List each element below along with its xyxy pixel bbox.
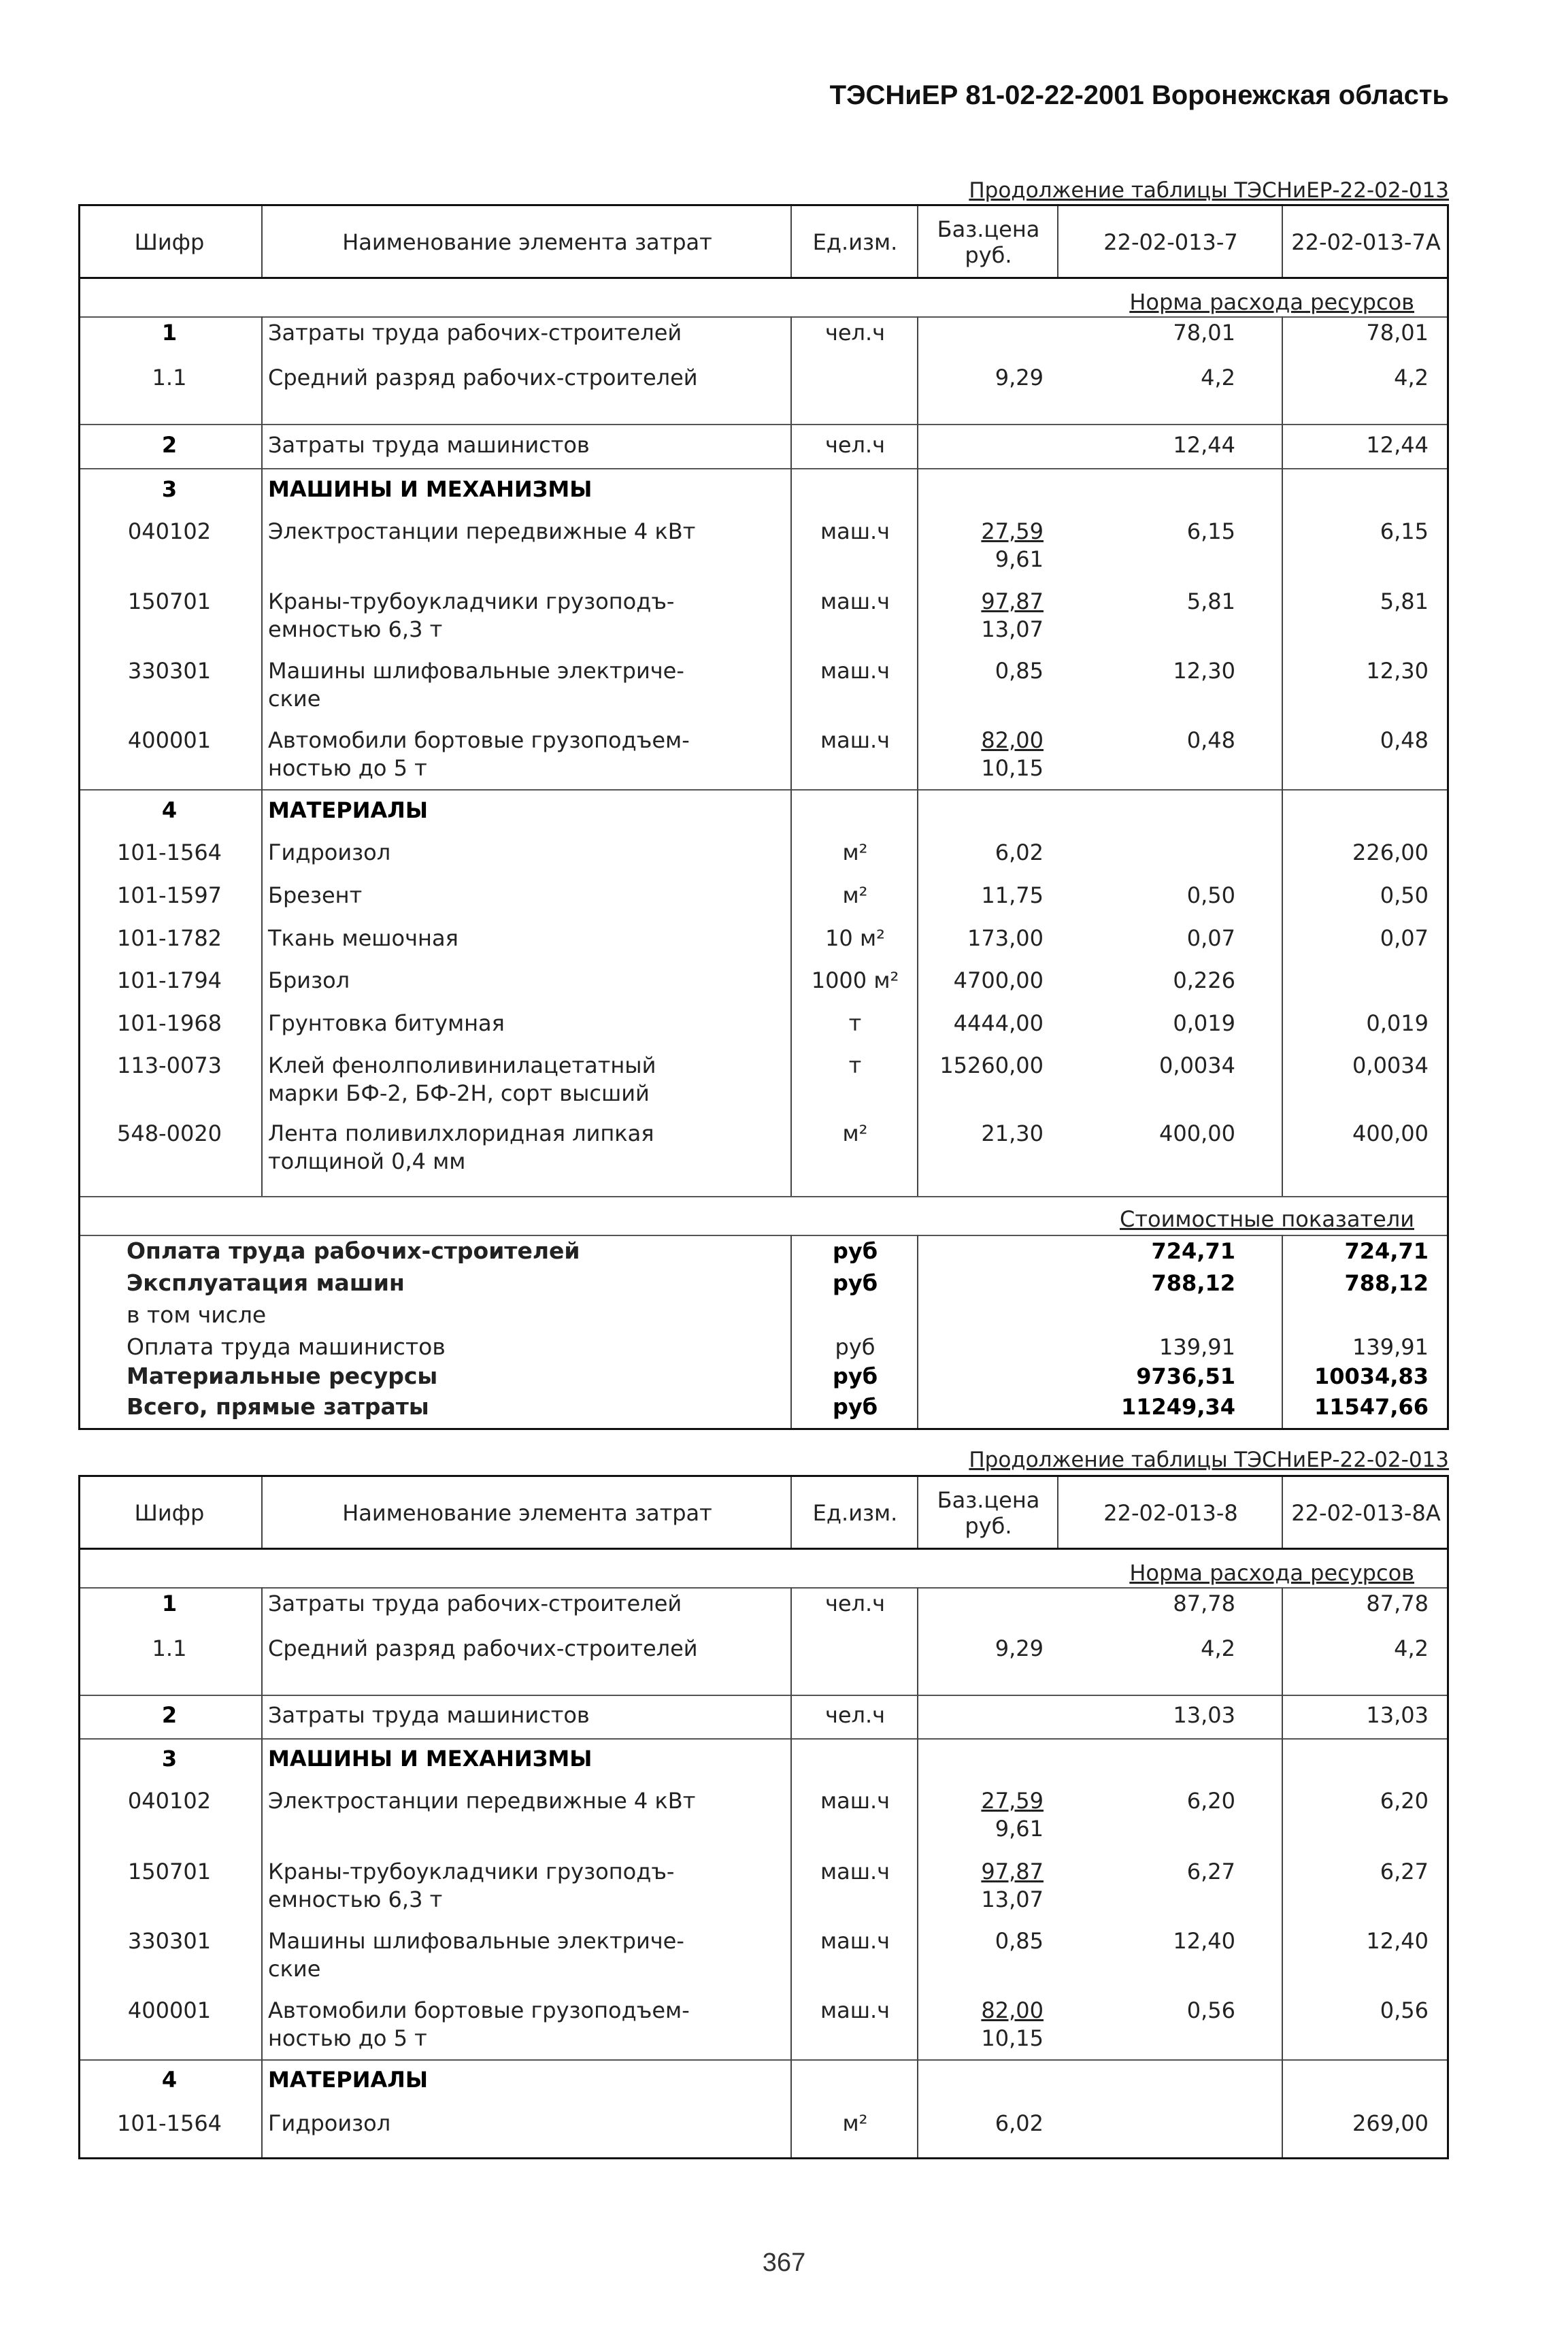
row-name <box>263 476 792 503</box>
row-price-line: 21,30 <box>981 1120 1044 1146</box>
vline-body-1 <box>261 1587 263 2157</box>
row-price <box>918 1997 1058 2053</box>
row-name-line: марки БФ-2, БФ-2Н, сорт высший <box>268 1080 650 1106</box>
row-price <box>918 588 1058 644</box>
row-unit: т <box>848 1052 862 1078</box>
row-code: 2 <box>161 1702 178 1728</box>
row-price <box>918 839 1058 867</box>
row-name <box>263 1010 792 1037</box>
row-name-line: Бризол <box>268 967 350 993</box>
table1-caption-text: Продолжение таблицы ТЭСНиЕР-22-02-013 <box>969 178 1449 203</box>
row-value-2: 12,40 <box>1366 1928 1429 1954</box>
vline-body-3 <box>917 1587 918 2157</box>
row-code: 330301 <box>127 658 212 684</box>
row-value-2: 4,2 <box>1394 365 1429 390</box>
col-header-var1: 22-02-013-7 <box>1103 229 1238 255</box>
row-name <box>263 1997 792 2053</box>
row-name <box>263 2110 792 2138</box>
row-value-2: 226,00 <box>1352 840 1429 865</box>
row-divider <box>80 1738 1447 1740</box>
row-unit: т <box>848 1010 862 1036</box>
row-unit: маш.ч <box>820 588 890 614</box>
row-name-line: МАТЕРИАЛЫ <box>268 2067 429 2093</box>
col-header-unit: Ед.изм. <box>812 229 898 255</box>
row-value-2: 13,03 <box>1366 1702 1429 1728</box>
row-code: 101-1968 <box>116 1010 222 1036</box>
row-price <box>918 1120 1058 1148</box>
row-price-line: 97,87 <box>981 1859 1044 1884</box>
summary-label: Оплата труда рабочих-строителей <box>127 1237 580 1264</box>
row-price-line: 82,00 <box>981 1997 1044 2023</box>
summary-value-2: 139,91 <box>1352 1334 1429 1360</box>
summary-label: в том числе <box>127 1301 267 1328</box>
vline-body-2 <box>790 316 792 1196</box>
row-name-line: Гидроизол <box>268 840 391 865</box>
row-value-2: 6,27 <box>1380 1859 1429 1884</box>
row-price-line: 9,29 <box>995 1635 1044 1661</box>
vline-hdr-1 <box>261 206 263 277</box>
vline-hdr-3 <box>917 206 918 277</box>
row-code: 3 <box>161 1746 178 1772</box>
summary-unit: руб <box>832 1238 878 1264</box>
row-code: 1 <box>161 1591 178 1616</box>
row-name-line: ностью до 5 т <box>268 2025 427 2051</box>
norma-label <box>1129 1560 1414 1586</box>
row-price-line: 173,00 <box>967 925 1044 951</box>
row-code: 330301 <box>127 1928 212 1954</box>
col-header-price: Баз.цена руб. <box>937 216 1040 268</box>
row-name-line: МАШИНЫ И МЕХАНИЗМЫ <box>268 1746 593 1772</box>
row-price-line: 9,61 <box>995 546 1044 572</box>
row-unit: маш.ч <box>820 518 890 544</box>
vline-body-5 <box>1282 316 1283 1196</box>
row-price <box>918 967 1058 995</box>
row-value-2: 0,48 <box>1380 727 1429 753</box>
summary-value-2: 10034,83 <box>1314 1363 1429 1389</box>
row-price-line: 0,85 <box>995 658 1044 684</box>
row-code: 040102 <box>127 1788 212 1814</box>
row-name-line: емностью 6,3 т <box>268 616 443 642</box>
col-header-var2: 22-02-013-7А <box>1291 229 1441 255</box>
row-value-2: 0,0034 <box>1352 1052 1429 1078</box>
col-header-price: Баз.цена руб. <box>937 1486 1040 1539</box>
summary-value-2: 724,71 <box>1344 1238 1429 1264</box>
row-value-2: 6,20 <box>1380 1788 1429 1814</box>
row-value-1: 0,019 <box>1173 1010 1235 1036</box>
row-price <box>918 925 1058 952</box>
row-name-line: толщиной 0,4 мм <box>268 1148 466 1174</box>
row-name-line: Автомобили бортовые грузоподъем- <box>268 727 690 753</box>
row-divider <box>80 424 1447 425</box>
row-unit: маш.ч <box>820 1928 890 1954</box>
header-divider <box>80 1548 1447 1550</box>
row-name-line: ские <box>268 686 321 712</box>
row-name <box>263 1701 792 1729</box>
row-divider <box>80 2059 1447 2061</box>
summary-label: Материальные ресурсы <box>127 1363 438 1389</box>
row-code: 150701 <box>127 588 212 614</box>
vline-body-3 <box>917 316 918 1196</box>
row-name <box>263 1120 792 1176</box>
row-name <box>263 319 792 347</box>
row-name-line: Брезент <box>268 882 363 908</box>
row-name <box>263 518 792 546</box>
summary-unit: руб <box>832 1394 878 1420</box>
row-value-1: 87,78 <box>1173 1591 1235 1616</box>
table1 <box>78 204 1449 1430</box>
row-unit: маш.ч <box>820 1997 890 2023</box>
vline-hdr-2 <box>790 1477 792 1548</box>
row-name <box>263 1590 792 1618</box>
row-code: 101-1564 <box>116 840 222 865</box>
row-name <box>263 797 792 825</box>
row-price-line: 27,59 <box>981 1788 1044 1814</box>
row-name <box>263 925 792 952</box>
row-value-1: 4,2 <box>1201 1635 1235 1661</box>
row-name-line: ностью до 5 т <box>268 755 427 781</box>
row-price-line: 13,07 <box>981 1887 1044 1912</box>
row-name-line: емностью 6,3 т <box>268 1887 443 1912</box>
summary-value-1: 788,12 <box>1151 1270 1235 1296</box>
row-price-line: 97,87 <box>981 588 1044 614</box>
summary-value-1: 724,71 <box>1151 1238 1235 1264</box>
col-header-var2: 22-02-013-8А <box>1291 1499 1441 1526</box>
row-divider <box>80 789 1447 791</box>
row-price <box>918 1787 1058 1843</box>
row-name <box>263 727 792 782</box>
vline-hdr-3 <box>917 1477 918 1548</box>
col-header-var1: 22-02-013-8 <box>1103 1499 1238 1526</box>
row-code: 1.1 <box>152 1635 187 1661</box>
row-code: 101-1564 <box>116 2110 222 2136</box>
table2-caption-text: Продолжение таблицы ТЭСНиЕР-22-02-013 <box>969 1448 1449 1472</box>
row-name-line: МАТЕРИАЛЫ <box>268 797 429 823</box>
row-name-line: Машины шлифовальные электриче- <box>268 1928 684 1954</box>
norma-label-text: Норма расхода ресурсов <box>1129 289 1414 315</box>
row-unit: маш.ч <box>820 1859 890 1884</box>
row-name-line: Затраты труда рабочих-строителей <box>268 320 682 346</box>
row-name-line: Лента поливилхлоридная липкая <box>268 1120 654 1146</box>
row-price-line: 6,02 <box>995 2110 1044 2136</box>
row-unit: маш.ч <box>820 658 890 684</box>
summary-value-2: 788,12 <box>1344 1270 1429 1296</box>
row-value-2: 5,81 <box>1380 588 1429 614</box>
vline-hdr-4 <box>1057 1477 1058 1548</box>
page-header-title: ТЭСНиЕР 81-02-22-2001 Воронежская область <box>829 80 1449 110</box>
row-name <box>263 588 792 644</box>
stoim-divider <box>80 1235 1447 1236</box>
summary-label: Эксплуатация машин <box>127 1269 405 1296</box>
row-name-line: Электростанции передвижные 4 кВт <box>268 1788 696 1814</box>
row-name-line: Затраты труда машинистов <box>268 1702 590 1728</box>
summary-unit: руб <box>835 1334 875 1360</box>
norma-label-text: Норма расхода ресурсов <box>1129 1560 1414 1586</box>
row-divider <box>80 1695 1447 1696</box>
row-price-line: 10,15 <box>981 755 1044 781</box>
row-price <box>918 1858 1058 1914</box>
row-name <box>263 1745 792 1773</box>
row-value-1: 0,226 <box>1173 967 1235 993</box>
norma-label <box>1129 289 1414 315</box>
row-code: 113-0073 <box>116 1052 222 1078</box>
row-code: 4 <box>161 797 178 823</box>
row-price-line: 9,61 <box>995 1816 1044 1842</box>
row-price-line: 27,59 <box>981 518 1044 544</box>
summary-unit: руб <box>832 1363 878 1389</box>
row-price-line: 15260,00 <box>939 1052 1044 1078</box>
row-name-line: Затраты труда рабочих-строителей <box>268 1591 682 1616</box>
row-value-1: 0,07 <box>1186 925 1235 951</box>
vline-sum-2 <box>790 1235 792 1428</box>
row-value-1: 6,27 <box>1186 1859 1235 1884</box>
row-value-2: 400,00 <box>1352 1120 1429 1146</box>
page-number: 367 <box>762 2248 806 2277</box>
row-value-1: 78,01 <box>1173 320 1235 346</box>
summary-value-1: 139,91 <box>1159 1334 1235 1360</box>
row-name-line: Автомобили бортовые грузоподъем- <box>268 1997 690 2023</box>
summary-label: Всего, прямые затраты <box>127 1393 429 1420</box>
vline-sum-5 <box>1282 1235 1283 1428</box>
row-name-line: Средний разряд рабочих-строителей <box>268 365 698 390</box>
vline-hdr-5 <box>1282 206 1283 277</box>
col-header-name: Наименование элемента затрат <box>342 1499 712 1526</box>
row-price <box>918 657 1058 685</box>
row-price-line: 6,02 <box>995 840 1044 865</box>
row-value-1: 400,00 <box>1159 1120 1235 1146</box>
summary-value-2: 11547,66 <box>1314 1394 1429 1420</box>
row-value-1: 12,44 <box>1173 432 1235 458</box>
row-price-line: 13,07 <box>981 616 1044 642</box>
row-name-line: Клей фенолполивинилацетатный <box>268 1052 656 1078</box>
row-name-line: МАШИНЫ И МЕХАНИЗМЫ <box>268 476 593 502</box>
row-name-line: ские <box>268 1956 321 1982</box>
row-price <box>918 364 1058 392</box>
row-price <box>918 1635 1058 1663</box>
row-price <box>918 727 1058 782</box>
row-value-1: 0,0034 <box>1159 1052 1235 1078</box>
row-value-2: 4,2 <box>1394 1635 1429 1661</box>
row-name <box>263 1858 792 1914</box>
row-price-line: 82,00 <box>981 727 1044 753</box>
row-code: 040102 <box>127 518 212 544</box>
vline-hdr-1 <box>261 1477 263 1548</box>
vline-body-2 <box>790 1587 792 2157</box>
norma-divider <box>80 316 1447 318</box>
row-value-2: 6,15 <box>1380 518 1429 544</box>
row-code: 4 <box>161 2067 178 2093</box>
row-price <box>918 518 1058 574</box>
stoim-label-text: Стоимостные показатели <box>1120 1206 1414 1232</box>
row-name <box>263 1052 792 1108</box>
row-name <box>263 2066 792 2094</box>
row-value-1: 5,81 <box>1186 588 1235 614</box>
stoim-top-divider <box>80 1196 1447 1197</box>
col-header-code: Шифр <box>134 229 205 255</box>
vline-hdr-2 <box>790 206 792 277</box>
row-price <box>918 1052 1058 1080</box>
row-unit: м² <box>842 840 868 865</box>
row-value-2: 0,56 <box>1380 1997 1429 2023</box>
row-value-1: 12,40 <box>1173 1928 1235 1954</box>
stoim-label <box>1120 1206 1414 1232</box>
row-name <box>263 364 792 392</box>
row-name <box>263 882 792 910</box>
row-value-2: 269,00 <box>1352 2110 1429 2136</box>
row-name <box>263 431 792 459</box>
row-value-2: 12,30 <box>1366 658 1429 684</box>
row-value-1: 4,2 <box>1201 365 1235 390</box>
row-name <box>263 967 792 995</box>
row-unit: м² <box>842 1120 868 1146</box>
row-name-line: Гидроизол <box>268 2110 391 2136</box>
row-name-line: Краны-трубоукладчики грузоподъ- <box>268 1859 675 1884</box>
row-code: 150701 <box>127 1859 212 1884</box>
row-name <box>263 839 792 867</box>
row-value-1: 0,50 <box>1186 882 1235 908</box>
header-divider <box>80 277 1447 279</box>
table2-caption <box>969 1448 1449 1472</box>
row-price-line: 4700,00 <box>953 967 1044 993</box>
summary-unit: руб <box>832 1270 878 1296</box>
row-unit: 1000 м² <box>811 967 899 993</box>
row-price-line: 0,85 <box>995 1928 1044 1954</box>
row-unit: чел.ч <box>824 1591 886 1616</box>
row-code: 2 <box>161 432 178 458</box>
row-value-2: 0,07 <box>1380 925 1429 951</box>
row-value-1: 0,56 <box>1186 1997 1235 2023</box>
col-header-code: Шифр <box>134 1499 205 1526</box>
row-unit: маш.ч <box>820 727 890 753</box>
vline-hdr-5 <box>1282 1477 1283 1548</box>
row-value-2: 78,01 <box>1366 320 1429 346</box>
vline-body-5 <box>1282 1587 1283 2157</box>
row-code: 101-1597 <box>116 882 222 908</box>
row-code: 1.1 <box>152 365 187 390</box>
row-name-line: Ткань мешочная <box>268 925 458 951</box>
row-name-line: Машины шлифовальные электриче- <box>268 658 684 684</box>
row-name-line: Краны-трубоукладчики грузоподъ- <box>268 588 675 614</box>
row-price <box>918 882 1058 910</box>
row-price-line: 10,15 <box>981 2025 1044 2051</box>
row-name-line: Средний разряд рабочих-строителей <box>268 1635 698 1661</box>
vline-hdr-4 <box>1057 206 1058 277</box>
row-name-line: Затраты труда машинистов <box>268 432 590 458</box>
row-value-2: 12,44 <box>1366 432 1429 458</box>
summary-label: Оплата труда машинистов <box>127 1333 446 1360</box>
row-value-1: 12,30 <box>1173 658 1235 684</box>
vline-body-1 <box>261 316 263 1196</box>
summary-value-1: 9736,51 <box>1136 1363 1235 1389</box>
row-unit: чел.ч <box>824 432 886 458</box>
row-name-line: Грунтовка битумная <box>268 1010 505 1036</box>
row-code: 400001 <box>127 727 212 753</box>
row-price <box>918 2110 1058 2138</box>
row-name <box>263 1927 792 1983</box>
row-price-line: 4444,00 <box>953 1010 1044 1036</box>
row-code: 3 <box>161 476 178 502</box>
table2 <box>78 1475 1449 2159</box>
row-value-1: 0,48 <box>1186 727 1235 753</box>
row-price <box>918 1010 1058 1037</box>
row-unit: маш.ч <box>820 1788 890 1814</box>
vline-sum-3 <box>917 1235 918 1428</box>
norma-divider <box>80 1587 1447 1589</box>
row-name-line: Электростанции передвижные 4 кВт <box>268 518 696 544</box>
row-code: 101-1782 <box>116 925 222 951</box>
row-value-2: 87,78 <box>1366 1591 1429 1616</box>
col-header-name: Наименование элемента затрат <box>342 229 712 255</box>
summary-value-1: 11249,34 <box>1120 1394 1235 1420</box>
row-code: 1 <box>161 320 178 346</box>
row-value-2: 0,019 <box>1366 1010 1429 1036</box>
row-code: 400001 <box>127 1997 212 2023</box>
row-code: 548-0020 <box>116 1120 222 1146</box>
table1-caption <box>969 178 1449 203</box>
row-value-1: 6,15 <box>1186 518 1235 544</box>
row-unit: чел.ч <box>824 320 886 346</box>
row-divider <box>80 468 1447 469</box>
row-value-1: 13,03 <box>1173 1702 1235 1728</box>
row-name <box>263 1787 792 1815</box>
row-unit: м² <box>842 2110 868 2136</box>
row-name <box>263 657 792 713</box>
col-header-unit: Ед.изм. <box>812 1499 898 1526</box>
row-unit: м² <box>842 882 868 908</box>
row-value-2: 0,50 <box>1380 882 1429 908</box>
row-value-1: 6,20 <box>1186 1788 1235 1814</box>
row-unit: чел.ч <box>824 1702 886 1728</box>
row-name <box>263 1635 792 1663</box>
row-price <box>918 1927 1058 1955</box>
row-code: 101-1794 <box>116 967 222 993</box>
row-unit: 10 м² <box>825 925 885 951</box>
row-price-line: 11,75 <box>981 882 1044 908</box>
row-price-line: 9,29 <box>995 365 1044 390</box>
